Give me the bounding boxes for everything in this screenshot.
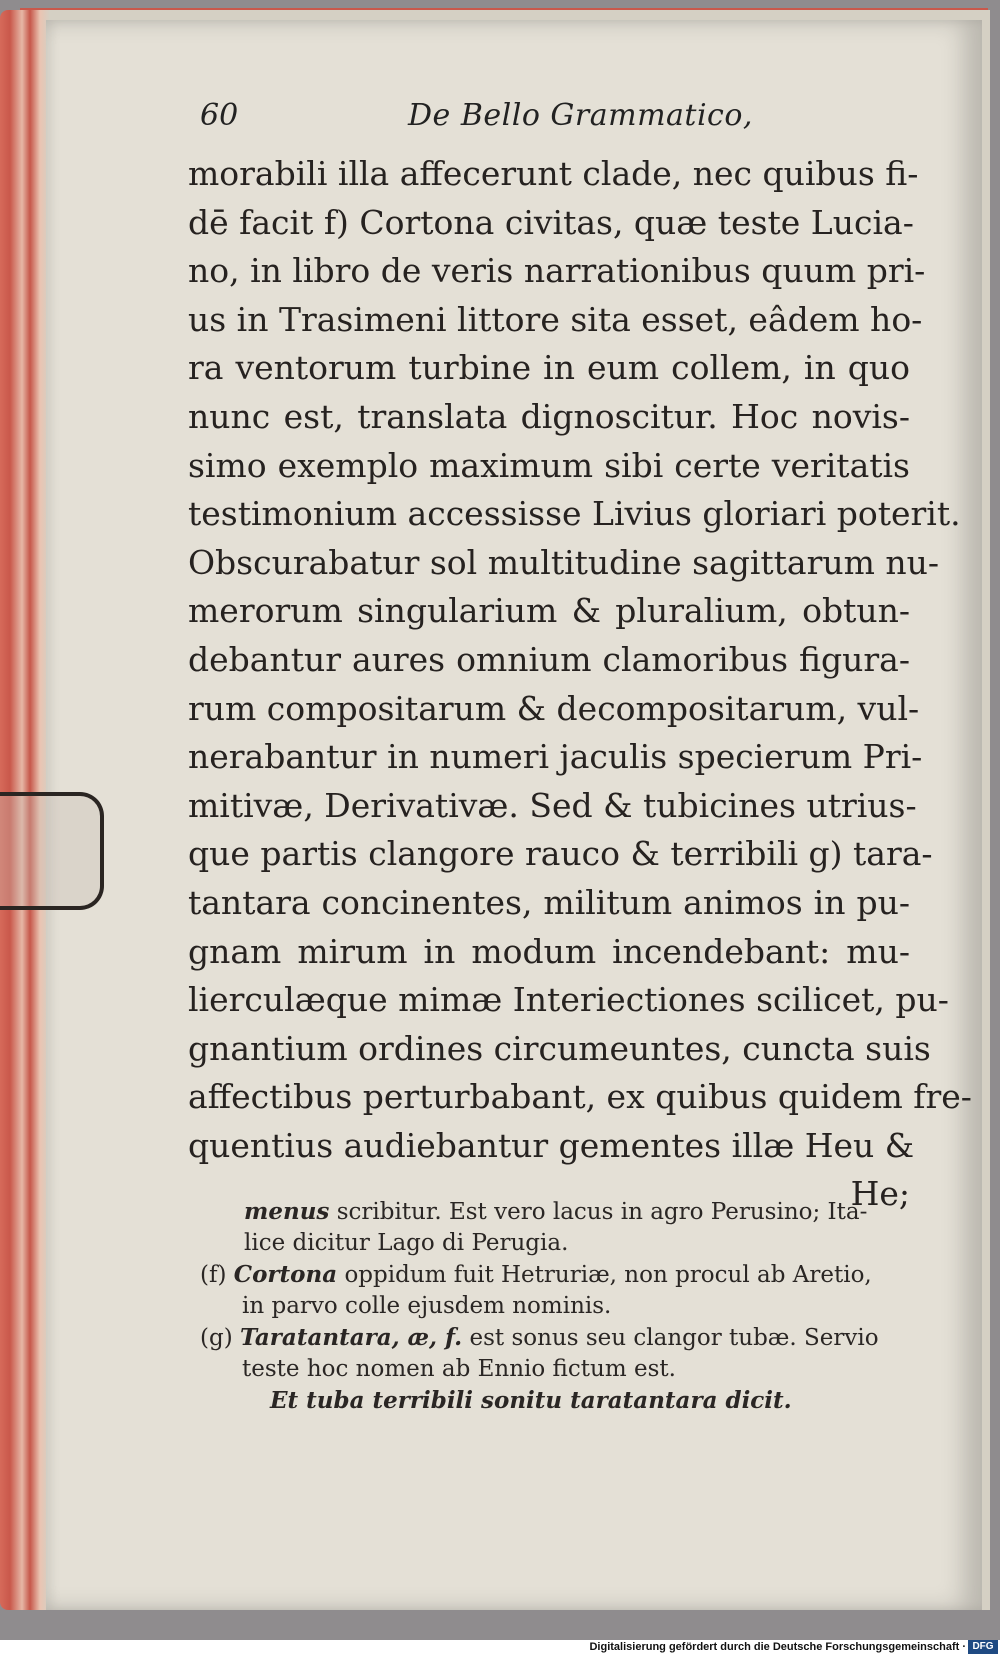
text-line: debantur aures omnium clamoribus figura- [188, 639, 910, 679]
text-line: nerabantur in numeri jaculis specierum Pri- [188, 737, 923, 777]
text-line: dē facit f) Cortona civitas, quæ teste Lucia- [188, 202, 914, 242]
text-line: simo exemplo maximum sibi certe veritatis [188, 445, 910, 485]
page-number: 60 [200, 98, 239, 133]
text-line: nunc est, translata dignoscitur. Hoc novis- [188, 396, 910, 436]
digitization-credit: Digitalisierung gefördert durch die Deutsche Forschungsgemeinschaft · [589, 1641, 966, 1653]
text-line: quentius audiebantur gementes illæ Heu & [188, 1125, 915, 1165]
page-header [200, 98, 920, 138]
text-line: lierculæque mimæ Interiectiones scilicet, pu- [188, 980, 949, 1020]
footnote-mark: (f) [200, 1262, 227, 1288]
footnote-line: menus scribitur. Est vero lacus in agro Perusino; Ita- [244, 1198, 868, 1225]
footnote-term: Cortona [233, 1261, 338, 1288]
footnote-f: (f) Cortona oppidum fuit Hetruriæ, non procul ab Aretio, [200, 1261, 872, 1288]
text-line: rum compositarum & decompositarum, vul- [188, 688, 920, 728]
text-line: affectibus perturbabant, ex quibus quidem fre- [188, 1077, 972, 1117]
footnote-line: in parvo colle ejusdem nominis. [242, 1293, 612, 1319]
text-line: us in Trasimeni littore sita esset, eâdem ho- [188, 299, 923, 339]
bookmark-clip [0, 792, 104, 910]
text-line: Obscurabatur sol multitudine sagittarum nu- [188, 542, 940, 582]
footnote-g: (g) Taratantara, æ, f. est sonus seu clangor tubæ. Servio [200, 1324, 879, 1351]
text-line: ra ventorum turbine in eum collem, in quo [188, 348, 910, 388]
catchword: He; [850, 1174, 910, 1214]
text-line: testimonium accessisse Livius gloriari poterit. [188, 494, 961, 534]
footnote-term: menus [244, 1198, 330, 1225]
text-line: no, in libro de veris narrationibus quum pri- [188, 251, 926, 291]
footnote-term: Taratantara, æ, f. [239, 1324, 463, 1351]
verse-quote: Et tuba terribili sonitu taratantara dicit. [270, 1387, 792, 1414]
text-line: tantara concinentes, militum animos in pu- [188, 882, 910, 922]
text-line: gnam mirum in modum incendebant: mu- [188, 931, 910, 971]
footnote-line: lice dicitur Lago di Perugia. [244, 1230, 569, 1256]
text-line: mitivæ, Derivativæ. Sed & tubicines utrius- [188, 785, 917, 825]
running-head: De Bello Grammatico, [408, 98, 753, 133]
text-line: merorum singularium & pluralium, obtun- [188, 591, 910, 631]
footnote-line: teste hoc nomen ab Ennio fictum est. [242, 1356, 676, 1382]
text-line: morabili illa affecerunt clade, nec quibus fi- [188, 154, 919, 193]
text-line: gnantium ordines circumeuntes, cuncta suis [188, 1028, 931, 1068]
footnote-mark: (g) [200, 1325, 233, 1351]
dfg-logo-icon: DFG [968, 1640, 998, 1654]
text-line: que partis clangore rauco & terribili g) tara- [188, 834, 933, 874]
footnotes [200, 1196, 910, 1416]
main-text [188, 150, 972, 1219]
